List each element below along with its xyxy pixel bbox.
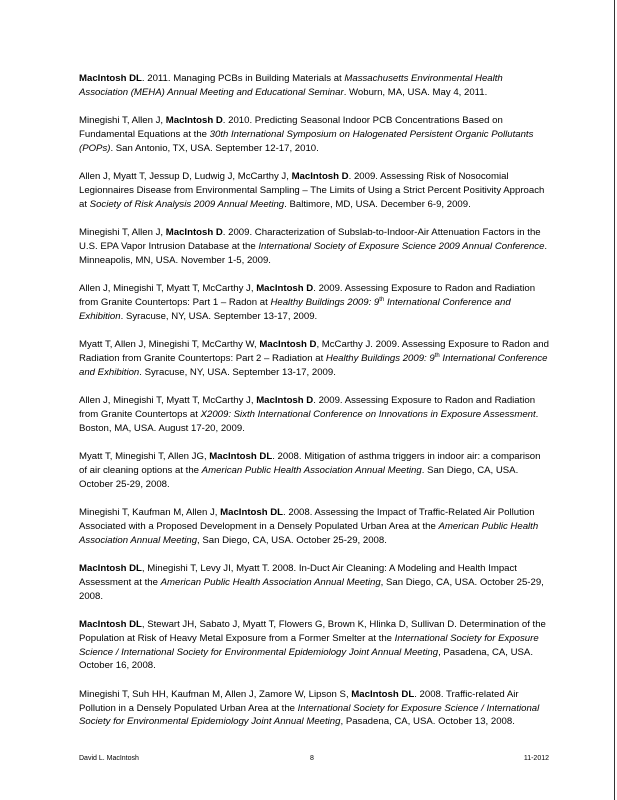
footer-date: 11-2012: [523, 755, 549, 762]
citation-venue: International Society of Exposure Science 2009 Annual Conference: [258, 240, 545, 252]
citation-authors-lead: Minegishi T, Suh HH, Kaufman M, Allen J, Zamore W, Lipson S,: [79, 688, 352, 700]
citation-entry: [79, 688, 549, 729]
page-footer: [79, 755, 549, 765]
citation-entry: [79, 562, 549, 603]
citation-entry: [79, 114, 549, 155]
citation-entry: [79, 226, 549, 267]
citation-entry: [79, 394, 549, 435]
citation-title: . 2008. Assessing the Impact of Traffic-Related Air Pollution Associated with a Proposed Development in a Densely Populated Urban Area at the: [79, 507, 535, 532]
citation-venue: Society of Risk Analysis 2009 Annual Meeting: [89, 198, 285, 210]
citation-title: , Stewart JH, Sabato J, Myatt T, Flowers G, Brown K, Hlinka D, Sullivan D. Determination of the Population at Risk of Heavy Metal Exposure from a Former Smelter at the: [79, 619, 546, 644]
footer-page-number: 8: [310, 755, 314, 762]
citation-entry: [79, 338, 549, 379]
citation-venue-superscript: th: [379, 296, 385, 303]
citation-title: . 2009. Assessing Exposure to Radon and Radiation from Granite Countertops at: [79, 395, 536, 420]
citation-authors-lead: Myatt T, Allen J, Minegishi T, McCarthy W,: [79, 339, 260, 351]
citation-venue-continued: International Conference and Exhibition: [79, 296, 511, 322]
citation-highlighted-author: MacIntosh D: [165, 227, 223, 239]
citation-highlighted-author: MacIntosh D: [259, 339, 317, 351]
footer-author-name: David L. MacIntosh: [79, 755, 139, 762]
citation-venue-continued: International Conference and Exhibition: [79, 352, 548, 378]
citation-location-date: . Baltimore, MD, USA. December 6-9, 2009.: [284, 198, 471, 210]
scan-edge-line: [614, 0, 615, 800]
citation-location-date: . San Diego, CA, USA. October 25-29, 2008.: [79, 464, 519, 490]
citation-authors-lead: Minegishi T, Allen J,: [79, 227, 166, 239]
citation-highlighted-author: MacIntosh DL: [220, 507, 284, 519]
citation-venue: American Public Health Association Annual Meeting: [201, 464, 422, 476]
citation-entry: [79, 618, 549, 673]
citation-title: . 2008. Traffic-related Air Pollution in a Densely Populated Urban Area at the: [79, 688, 519, 714]
citation-highlighted-author: MacIntosh DL: [209, 451, 273, 463]
citation-highlighted-author: MacIntosh DL: [79, 73, 142, 84]
citation-title: . 2010. Predicting Seasonal Indoor PCB Concentrations Based on Fundamental Equations at the: [79, 115, 503, 140]
citation-venue-superscript: th: [434, 352, 440, 359]
citation-venue: X2009: Sixth International Conference on Innovations in Exposure Assessment: [200, 408, 536, 420]
citation-location-date: . Boston, MA, USA. August 17-20, 2009.: [79, 408, 539, 434]
citation-authors-lead: Allen J, Minegishi T, Myatt T, McCarthy J,: [79, 283, 257, 295]
citation-location-date: . Syracuse, NY, USA. September 13-17, 2009.: [139, 366, 336, 378]
presentation-list: [79, 72, 549, 744]
citation-venue: American Public Health Association Annual Meeting: [160, 576, 381, 588]
citation-highlighted-author: MacIntosh DL: [351, 688, 415, 700]
citation-venue: 30th International Symposium on Halogenated Persistent Organic Pollutants (POPs): [79, 128, 534, 154]
citation-location-date: , San Diego, CA, USA. October 25-29, 2008.: [79, 576, 544, 602]
citation-entry: [79, 72, 549, 100]
citation-title: . 2009. Characterization of Subslab-to-Indoor-Air Attenuation Factors in the U.S. EPA Vapor Intrusion Database at the: [79, 227, 541, 252]
citation-authors-lead: Minegishi T, Allen J,: [79, 115, 166, 127]
citation-highlighted-author: MacIntosh DL: [79, 563, 142, 575]
citation-title: . 2009. Assessing Risk of Nosocomial Legionnaires Disease from Environmental Sampling – The Limits of Using a Strict Percent Positivity Approach at: [79, 171, 545, 210]
citation-authors-lead: Allen J, Minegishi T, Myatt T, McCarthy J,: [79, 395, 257, 407]
citation-location-date: . Woburn, MA, USA. May 4, 2011.: [343, 86, 488, 98]
citation-title: . 2011. Managing PCBs in Building Materials at: [141, 73, 345, 84]
citation-authors-lead: Myatt T, Minegishi T, Allen JG,: [79, 451, 210, 463]
citation-venue: American Public Health Association Annual Meeting: [79, 520, 539, 546]
citation-location-date: , San Diego, CA, USA. October 25-29, 2008.: [197, 534, 387, 546]
citation-entry: [79, 170, 549, 211]
citation-highlighted-author: MacIntosh D: [165, 115, 223, 127]
citation-location-date: . Syracuse, NY, USA. September 13-17, 2009.: [120, 310, 318, 322]
citation-venue: International Society for Exposure Science / International Society for Environmental Epidemiology Joint Annual Meeting: [79, 702, 540, 728]
citation-authors-lead: Minegishi T, Kaufman M, Allen J,: [79, 507, 221, 519]
citation-title: . 2008. Mitigation of asthma triggers in indoor air: a comparison of air cleaning options at the: [79, 451, 541, 476]
citation-title: , McCarthy J. 2009. Assessing Exposure to Radon and Radiation from Granite Countertops: Part 2 – Radiation at: [79, 339, 549, 364]
citation-venue: Healthy Buildings 2009: 9: [325, 352, 435, 364]
citation-entry: [79, 282, 549, 323]
citation-highlighted-author: MacIntosh DL: [79, 619, 142, 631]
citation-authors-lead: Allen J, Myatt T, Jessup D, Ludwig J, McCarthy J,: [79, 171, 292, 183]
citation-venue: International Society for Exposure Science / International Society for Environmental Epidemiology Joint Annual Meeting: [79, 632, 539, 658]
citation-title: , Minegishi T, Levy JI, Myatt T. 2008. In-Duct Air Cleaning: A Modeling and Health Impact Assessment at the: [79, 563, 517, 588]
citation-entry: [79, 450, 549, 491]
citation-highlighted-author: MacIntosh D: [256, 395, 314, 407]
citation-highlighted-author: MacIntosh D: [291, 171, 349, 183]
citation-location-date: . San Antonio, TX, USA. September 12-17, 2010.: [110, 142, 319, 154]
citation-entry: [79, 506, 549, 547]
citation-location-date: , Pasadena, CA, USA. October 13, 2008.: [340, 716, 515, 728]
citation-location-date: , Pasadena, CA, USA. October 16, 2008.: [79, 646, 533, 672]
citation-venue: Massachusetts Environmental Health Association (MEHA) Annual Meeting and Educational Seminar: [79, 73, 503, 98]
citation-highlighted-author: MacIntosh D: [256, 283, 314, 295]
citation-venue: Healthy Buildings 2009: 9: [270, 296, 380, 308]
citation-location-date: . Minneapolis, MN, USA. November 1-5, 2009.: [79, 240, 548, 266]
citation-title: . 2009. Assessing Exposure to Radon and Radiation from Granite Countertops: Part 1 – Radon at: [79, 283, 536, 308]
